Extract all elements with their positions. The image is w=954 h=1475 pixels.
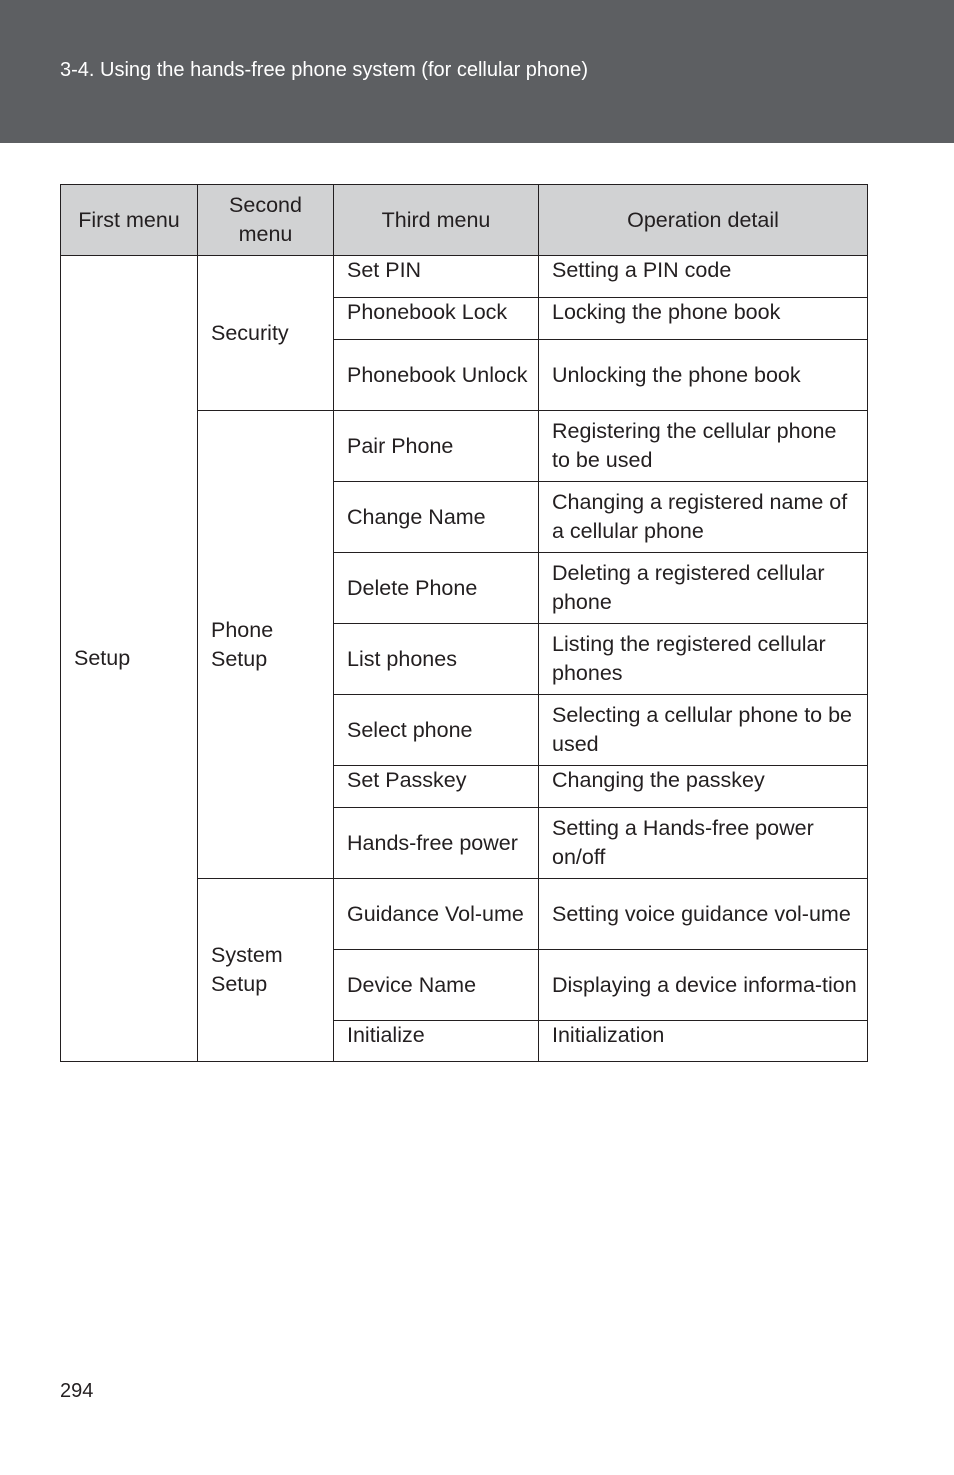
detail-cell: Registering the cellular phone to be used: [539, 411, 868, 482]
detail-cell: Changing a registered name of a cellular phone: [539, 482, 868, 553]
third-menu-cell: Pair Phone: [334, 411, 539, 482]
detail-cell: Setting a Hands-free power on/off: [539, 808, 868, 879]
detail-cell: Setting a PIN code: [539, 256, 868, 298]
detail-cell: Listing the registered cellular phones: [539, 624, 868, 695]
detail-cell: Locking the phone book: [539, 298, 868, 340]
third-menu-cell: Change Name: [334, 482, 539, 553]
third-menu-cell: Device Name: [334, 950, 539, 1021]
third-menu-cell: Initialize: [334, 1021, 539, 1062]
detail-cell: Displaying a device informa-tion: [539, 950, 868, 1021]
header-second-menu: Second menu: [198, 185, 334, 256]
header-operation-detail: Operation detail: [539, 185, 868, 256]
section-title: 3-4. Using the hands-free phone system (for cellular phone): [60, 59, 589, 81]
detail-cell: Selecting a cellular phone to be used: [539, 695, 868, 766]
third-menu-cell: Phonebook Lock: [334, 298, 539, 340]
second-menu-cell: Security: [198, 256, 334, 411]
second-menu-cell: System Setup: [198, 879, 334, 1062]
detail-cell: Deleting a registered cellular phone: [539, 553, 868, 624]
third-menu-cell: Guidance Vol-ume: [334, 879, 539, 950]
menu-table: [60, 184, 868, 1062]
third-menu-cell: Hands-free power: [334, 808, 539, 879]
header-band: [0, 0, 954, 143]
header-first-menu: First menu: [61, 185, 198, 256]
header-third-menu: Third menu: [334, 185, 539, 256]
page-number: 294: [60, 1380, 94, 1402]
detail-cell: Setting voice guidance vol-ume: [539, 879, 868, 950]
third-menu-cell: Set PIN: [334, 256, 539, 298]
detail-cell: Changing the passkey: [539, 766, 868, 808]
first-menu-cell: Setup: [61, 256, 198, 1062]
table-row: [61, 256, 868, 298]
third-menu-cell: Phonebook Unlock: [334, 340, 539, 411]
third-menu-cell: Set Passkey: [334, 766, 539, 808]
detail-cell: Initialization: [539, 1021, 868, 1062]
table-header-row: [61, 185, 868, 256]
third-menu-cell: Select phone: [334, 695, 539, 766]
second-menu-cell: Phone Setup: [198, 411, 334, 879]
detail-cell: Unlocking the phone book: [539, 340, 868, 411]
third-menu-cell: List phones: [334, 624, 539, 695]
third-menu-cell: Delete Phone: [334, 553, 539, 624]
